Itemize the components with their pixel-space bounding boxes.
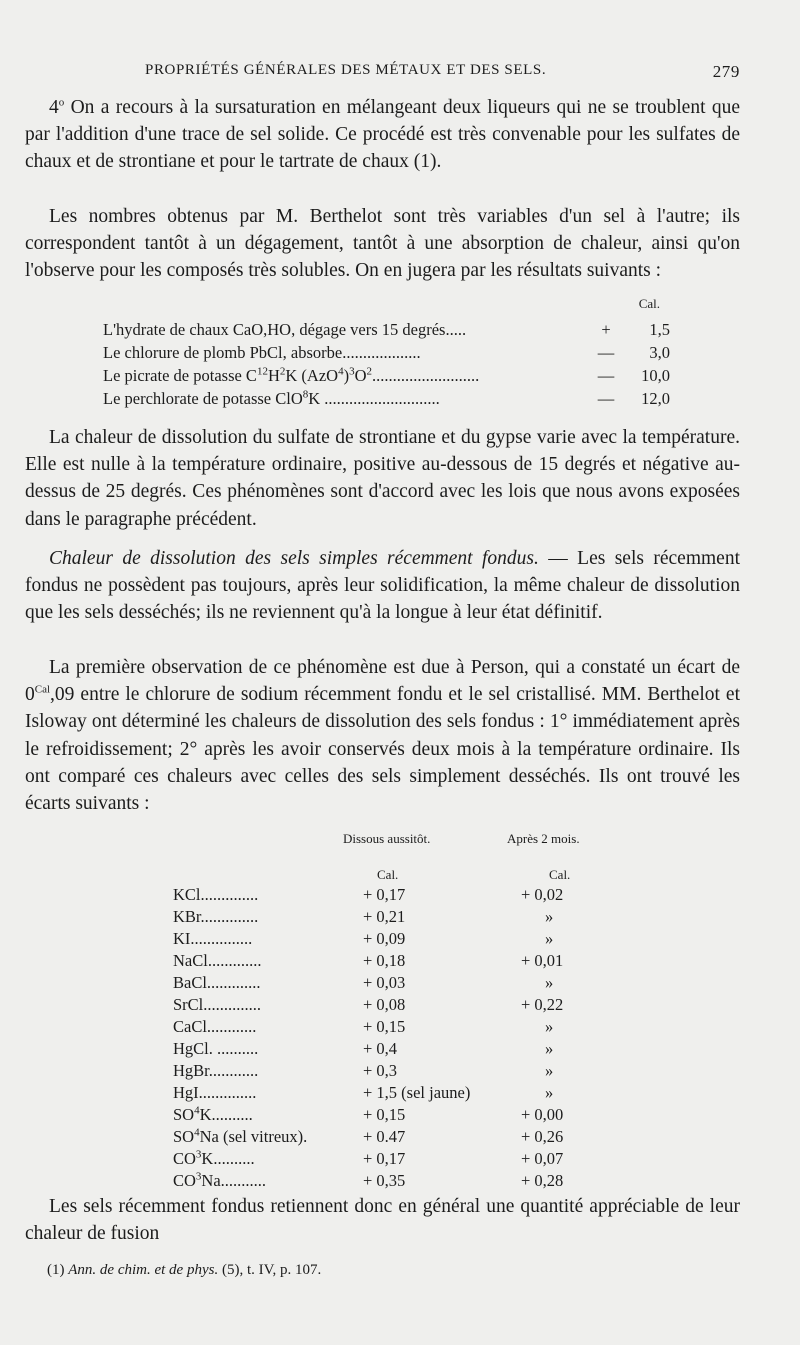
value-two-months: + 0,02 xyxy=(521,885,564,904)
leader-dots: .............. xyxy=(200,885,259,904)
salt-index: 3 xyxy=(195,1148,202,1161)
table-row xyxy=(103,389,670,411)
label-part: Le perchlorate de potasse ClO xyxy=(103,389,303,408)
table-row xyxy=(103,343,670,365)
value-immediate: + 0,4 xyxy=(363,1039,398,1058)
salt-label xyxy=(173,1039,258,1059)
col-header-two-months: Après 2 mois. xyxy=(507,831,580,846)
table-row xyxy=(173,885,613,907)
salt-label xyxy=(173,951,261,971)
salt-label xyxy=(173,1127,307,1147)
footnote xyxy=(47,1262,321,1279)
leader-dots: ............ xyxy=(208,1061,259,1080)
row-sign: — xyxy=(597,366,615,385)
paragraph-3 xyxy=(25,424,740,533)
leader-dots: ........... xyxy=(220,1171,267,1190)
col-unit-2: Cal. xyxy=(549,867,571,882)
leader-dots: .............. xyxy=(203,995,262,1014)
label-sup: 8 xyxy=(302,388,309,401)
table-row xyxy=(173,973,613,995)
paragraph-2 xyxy=(25,203,740,285)
running-title: PROPRIÉTÉS GÉNÉRALES DES MÉTAUX ET DES SELS. xyxy=(145,62,547,78)
table-row xyxy=(173,1061,613,1083)
table-row xyxy=(173,995,613,1017)
salt-label xyxy=(173,1017,256,1037)
page-number: 279 xyxy=(712,62,740,81)
row-label xyxy=(103,366,479,386)
salt-name-rest: K xyxy=(201,1149,214,1168)
leader-dots: .......... xyxy=(211,1105,253,1124)
para-3-text: La chaleur de dissolution du sulfate de strontiane et du gypse varie avec la température. Elle est nulle à la température ordinaire, positive au-dessous de 15 degrés et négative au-dessus de 25 degrés. Ces phénomènes sont d'accord avec les lois que nous avons exposées dans le paragraphe précédent. xyxy=(25,427,740,530)
label-sup: 2 xyxy=(279,365,286,378)
value-immediate: + 0,21 xyxy=(363,907,406,926)
row-value: 1,5 xyxy=(649,320,670,339)
row-sign: + xyxy=(601,320,611,339)
row-label: Le chlorure de plomb PbCl, absorbe................... xyxy=(103,343,421,362)
footnote-ref: (5), t. IV, p. 107. xyxy=(218,1262,322,1278)
para-5-text-a: La première observation de ce phénomène est due à Person, qui a constaté un écart de 0 xyxy=(25,657,740,706)
value-two-months: + 0,22 xyxy=(521,995,564,1014)
salt-label xyxy=(173,973,261,993)
value-immediate: + 0,18 xyxy=(363,951,406,970)
salt-label xyxy=(173,1105,253,1125)
value-two-months: » xyxy=(545,1061,554,1080)
salt-name: HgCl xyxy=(173,1039,209,1058)
salt-label xyxy=(173,1171,266,1191)
salt-label xyxy=(173,907,258,927)
salt-name-rest: Na xyxy=(201,1171,221,1190)
value-immediate: + 0,08 xyxy=(363,995,406,1014)
label-sup: 3 xyxy=(349,365,355,378)
para-1-number: 4 xyxy=(49,97,59,118)
table-row xyxy=(173,1039,613,1061)
col-header-immediate: Dissous aussitôt. xyxy=(343,831,431,846)
leader-dots: ............. xyxy=(207,951,262,970)
value-two-months: » xyxy=(545,929,554,948)
table1-unit: Cal. xyxy=(638,296,660,311)
leader-dots: .............. xyxy=(200,907,259,926)
salt-name: CO xyxy=(173,1171,196,1190)
row-sign: — xyxy=(597,389,615,408)
footnote-journal: Ann. de chim. et de phys. xyxy=(68,1262,219,1278)
running-head xyxy=(25,62,740,88)
leader-dots: ............. xyxy=(206,973,261,992)
value-two-months: + 0,07 xyxy=(521,1149,564,1168)
para-6-text: Les sels récemment fondus retiennent donc en général une quantité appréciable de leur chaleur de fusion xyxy=(25,1196,740,1245)
value-two-months: + 0,26 xyxy=(521,1127,564,1146)
value-two-months: » xyxy=(545,1039,554,1058)
paragraph-5 xyxy=(25,654,740,817)
salt-name-rest: Na (sel vitreux). xyxy=(199,1127,308,1146)
salt-name: SrCl xyxy=(173,995,204,1014)
table-row xyxy=(103,320,670,342)
table-row xyxy=(173,1083,613,1105)
salt-name: HgI xyxy=(173,1083,199,1102)
row-sign: — xyxy=(597,343,615,362)
value-immediate: + 0,3 xyxy=(363,1061,398,1080)
table-row xyxy=(173,1149,613,1171)
row-value: 12,0 xyxy=(641,389,670,408)
salt-name: SO xyxy=(173,1127,195,1146)
para-5-sup: Cal xyxy=(34,683,51,696)
salt-name: BaCl xyxy=(173,973,207,992)
salt-name: HgBr xyxy=(173,1061,209,1080)
salt-label xyxy=(173,1083,256,1103)
value-immediate: + 1,5 (sel jaune) xyxy=(363,1083,471,1102)
salt-index: 4 xyxy=(194,1126,200,1139)
section-heading: Chaleur de dissolution des sels simples récemment fondus. xyxy=(49,548,539,569)
label-part: ) xyxy=(343,366,350,385)
value-two-months: + 0,28 xyxy=(521,1171,564,1190)
label-part: Le picrate de potasse C xyxy=(103,366,257,385)
row-label xyxy=(103,389,440,409)
row-value: 10,0 xyxy=(641,366,670,385)
label-sup: 2 xyxy=(366,365,372,378)
paragraph-1 xyxy=(25,94,740,176)
leader-dots: ............... xyxy=(190,929,253,948)
salt-name: KBr xyxy=(173,907,201,926)
paragraph-6 xyxy=(25,1193,740,1247)
salt-label xyxy=(173,1061,258,1081)
value-immediate: + 0,17 xyxy=(363,885,406,904)
para-1-number-sup: o xyxy=(58,96,65,109)
value-two-months: + 0,01 xyxy=(521,951,564,970)
label-sup: 12 xyxy=(256,365,268,378)
value-two-months: » xyxy=(545,1017,554,1036)
salt-label xyxy=(173,929,252,949)
table-row xyxy=(173,1171,613,1193)
value-immediate: + 0,15 xyxy=(363,1017,406,1036)
label-part: O xyxy=(354,366,367,385)
row-label: L'hydrate de chaux CaO,HO, dégage vers 15 degrés..... xyxy=(103,320,467,339)
leader-dots: ............ xyxy=(206,1017,257,1036)
leader-dots: .......... xyxy=(213,1149,255,1168)
salt-label xyxy=(173,885,258,905)
salt-label xyxy=(173,1149,255,1169)
value-immediate: + 0,03 xyxy=(363,973,406,992)
para-4-text: — Les sels récemment fondus ne possèdent pas toujours, après leur solidification, la même chaleur de dissolution que les sels desséchés; ils ne reviennent qu'à la longue à leur état définitif. xyxy=(25,548,740,624)
label-sup: 4 xyxy=(338,365,344,378)
table-row xyxy=(103,366,670,388)
table-row xyxy=(173,951,613,973)
label-part: K (AzO xyxy=(285,366,339,385)
col-unit-1: Cal. xyxy=(377,867,399,882)
para-2-text: Les nombres obtenus par M. Berthelot sont très variables d'un sel à l'autre; ils correspondent tantôt à un dégagement, tantôt à une absorption de chaleur, ainsi qu'on l'observe pour les composés très solubles. On en jugera par les résultats suivants : xyxy=(25,206,740,282)
value-immediate: + 0,09 xyxy=(363,929,406,948)
table-row xyxy=(173,929,613,951)
salt-name: KI xyxy=(173,929,191,948)
para-1-text: On a recours à la sursaturation en mélangeant deux liqueurs qui ne se troublent que par l'addition d'une trace de sel solide. Ce procédé est très convenable pour les sulfates de chaux et de strontiane et pour le tartrate de chaux (1). xyxy=(25,97,740,173)
label-part: .......................... xyxy=(372,366,480,385)
para-5-text-b: ,09 entre le chlorure de sodium récemment fondu et le sel cristallisé. MM. Berthelot et Isloway ont déterminé les chaleurs de dissolution des sels fondus : 1° immédiatement après le refroidissement; 2° après les avoir conservés deux mois à la température ordinaire. Ils ont comparé ces chaleurs avec celles des sels simplement desséchés. Ils ont trouvé les écarts suivants : xyxy=(25,684,740,815)
value-two-months: » xyxy=(545,1083,554,1102)
table-row xyxy=(173,1105,613,1127)
salt-index: 4 xyxy=(194,1104,200,1117)
table-row xyxy=(173,907,613,929)
salt-name: SO xyxy=(173,1105,195,1124)
value-two-months: » xyxy=(545,907,554,926)
value-immediate: + 0,17 xyxy=(363,1149,406,1168)
salt-label xyxy=(173,995,261,1015)
label-part: H xyxy=(267,366,280,385)
salt-name: KCl xyxy=(173,885,201,904)
paragraph-4 xyxy=(25,545,740,627)
salt-name-rest: K xyxy=(199,1105,212,1124)
value-immediate: + 0,15 xyxy=(363,1105,406,1124)
salt-name: NaCl xyxy=(173,951,208,970)
row-value: 3,0 xyxy=(649,343,670,362)
value-immediate: + 0.47 xyxy=(363,1127,406,1146)
salt-index: 3 xyxy=(195,1170,202,1183)
salt-name: CaCl xyxy=(173,1017,207,1036)
value-immediate: + 0,35 xyxy=(363,1171,406,1190)
value-two-months: + 0,00 xyxy=(521,1105,564,1124)
salt-name: CO xyxy=(173,1149,196,1168)
table-row xyxy=(173,1017,613,1039)
leader-dots: .............. xyxy=(198,1083,257,1102)
label-part: K ............................ xyxy=(308,389,440,408)
value-two-months: » xyxy=(545,973,554,992)
leader-dots: . .......... xyxy=(208,1039,259,1058)
footnote-number: (1) xyxy=(47,1262,69,1278)
table-row xyxy=(173,1127,613,1149)
